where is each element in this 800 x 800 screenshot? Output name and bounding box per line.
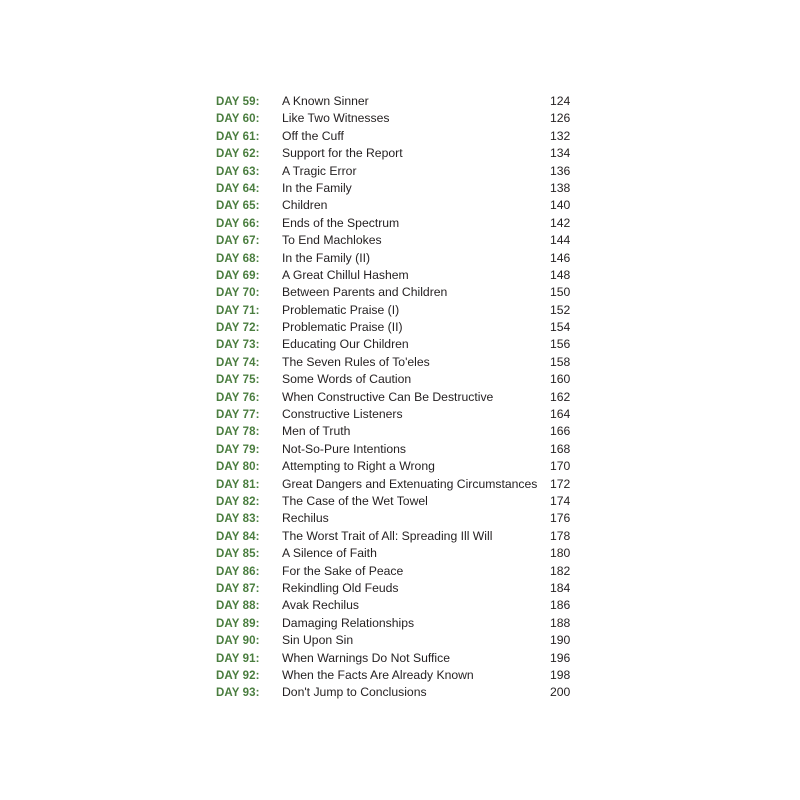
toc-entry[interactable]	[216, 354, 584, 371]
toc-entry-day: DAY 83:	[216, 513, 260, 526]
toc-entry[interactable]	[216, 163, 584, 180]
toc-entry-day: DAY 62:	[216, 148, 260, 161]
toc-entry-title: In the Family	[282, 180, 352, 195]
toc-entry-page-number: 174	[550, 493, 571, 508]
toc-entry-page-number: 132	[550, 128, 571, 143]
toc-entry-day: DAY 92:	[216, 669, 260, 682]
toc-entry-page-number: 160	[550, 372, 571, 387]
toc-entry-page-number: 138	[550, 180, 571, 195]
toc-entry-page-number: 146	[550, 250, 571, 265]
toc-entry-day: DAY 74:	[216, 356, 260, 369]
toc-entry-page-number: 196	[550, 650, 571, 665]
toc-entry[interactable]	[216, 110, 584, 127]
toc-entry-day: DAY 82:	[216, 495, 260, 508]
toc-entry-title: A Silence of Faith	[282, 546, 377, 561]
toc-entry-title: When the Facts Are Already Known	[282, 667, 474, 682]
toc-entry-day: DAY 80:	[216, 461, 260, 474]
toc-entry-title: Don't Jump to Conclusions	[282, 685, 427, 700]
toc-entry-day: DAY 76:	[216, 391, 260, 404]
toc-entry[interactable]	[216, 284, 584, 301]
toc-entry-title: Some Words of Caution	[282, 372, 412, 387]
toc-entry[interactable]	[216, 302, 584, 319]
toc-entry-day: DAY 91:	[216, 652, 260, 665]
toc-entry-title: Men of Truth	[282, 424, 351, 439]
toc-entry-day: DAY 65:	[216, 200, 260, 213]
toc-entry[interactable]	[216, 476, 584, 493]
toc-entry-day: DAY 85:	[216, 548, 260, 561]
toc-entry-page-number: 154	[550, 320, 571, 335]
toc-entry[interactable]	[216, 371, 584, 388]
toc-entry-title: Like Two Witnesses	[282, 111, 390, 126]
toc-entry-day: DAY 73:	[216, 339, 260, 352]
toc-entry-day: DAY 72:	[216, 322, 260, 335]
toc-entry[interactable]	[216, 250, 584, 267]
toc-entry-page-number: 156	[550, 337, 571, 352]
toc-entry-title: Rechilus	[282, 511, 329, 526]
toc-entry[interactable]	[216, 441, 584, 458]
toc-entry[interactable]	[216, 145, 584, 162]
toc-entry[interactable]	[216, 197, 584, 214]
toc-entry-day: DAY 61:	[216, 130, 260, 143]
toc-entry[interactable]	[216, 93, 584, 110]
toc-entry-day: DAY 63:	[216, 165, 260, 178]
toc-entry-page-number: 134	[550, 146, 571, 161]
toc-entry-title: Ends of the Spectrum	[282, 215, 400, 230]
toc-entry-title: Attempting to Right a Wrong	[282, 459, 435, 474]
toc-entry-day: DAY 88:	[216, 600, 260, 613]
toc-entry-page-number: 144	[550, 233, 571, 248]
toc-entry-page-number: 184	[550, 580, 571, 595]
toc-entry-page-number: 162	[550, 389, 571, 404]
toc-entry-page-number: 188	[550, 615, 571, 630]
toc-entry[interactable]	[216, 232, 584, 249]
toc-entry-day: DAY 71:	[216, 304, 260, 317]
toc-entry[interactable]	[216, 580, 584, 597]
toc-entry-day: DAY 70:	[216, 287, 260, 300]
toc-entry-title: A Known Sinner	[282, 94, 369, 108]
toc-entry-day: DAY 66:	[216, 217, 260, 230]
toc-entry[interactable]	[216, 458, 584, 475]
toc-entry[interactable]	[216, 389, 584, 406]
toc-entry-page-number: 150	[550, 285, 571, 300]
toc-entry-day: DAY 89:	[216, 617, 260, 630]
toc-entry[interactable]	[216, 336, 584, 353]
toc-entry-page-number: 170	[550, 459, 571, 474]
toc-entry-day: DAY 86:	[216, 565, 260, 578]
toc-entry-title: The Worst Trait of All: Spreading Ill Will	[282, 528, 493, 543]
toc-entry[interactable]	[216, 563, 584, 580]
toc-entry[interactable]	[216, 545, 584, 562]
toc-entry-page-number: 186	[550, 598, 571, 613]
toc-entry-page-number: 140	[550, 198, 571, 213]
toc-entry-title: Great Dangers and Extenuating Circumstances	[282, 476, 538, 491]
toc-entry-title: Educating Our Children	[282, 337, 409, 352]
toc-entry-page-number: 136	[550, 163, 571, 178]
toc-entry-page-number: 180	[550, 546, 571, 561]
toc-entry-page-number: 148	[550, 267, 571, 282]
toc-entry-title: For the Sake of Peace	[282, 563, 404, 578]
toc-entry-title: A Tragic Error	[282, 163, 357, 178]
toc-entry-title: Avak Rechilus	[282, 598, 359, 613]
toc-entry-page-number: 152	[550, 302, 571, 317]
toc-entry[interactable]	[216, 684, 584, 701]
toc-entry-day: DAY 59:	[216, 96, 260, 108]
toc-entry[interactable]	[216, 615, 584, 632]
toc-entry-title: When Warnings Do Not Suffice	[282, 650, 450, 665]
toc-entry-title: In the Family (II)	[282, 250, 371, 265]
toc-entry-page-number: 164	[550, 407, 571, 422]
toc-entry-page-number: 198	[550, 667, 571, 682]
toc-entry-title: Children	[282, 198, 328, 213]
toc-entry[interactable]	[216, 510, 584, 527]
table-of-contents	[216, 93, 584, 702]
toc-entry[interactable]	[216, 667, 584, 684]
toc-entry-page-number: 168	[550, 441, 571, 456]
toc-entry-day: DAY 75:	[216, 374, 260, 387]
toc-entry-title: The Seven Rules of To'eles	[282, 354, 430, 369]
toc-entry-day: DAY 60:	[216, 113, 260, 126]
toc-entry-day: DAY 78:	[216, 426, 260, 439]
toc-entry[interactable]	[216, 215, 584, 232]
toc-entry-title: Rekindling Old Feuds	[282, 580, 399, 595]
toc-entry-title: Problematic Praise (II)	[282, 320, 403, 335]
toc-entry-page-number: 176	[550, 511, 571, 526]
toc-entry-page-number: 190	[550, 633, 571, 648]
toc-entry[interactable]	[216, 632, 584, 649]
toc-entry-title: Between Parents and Children	[282, 285, 448, 300]
toc-entry-title: Sin Upon Sin	[282, 633, 354, 648]
toc-entry-title: Support for the Report	[282, 146, 403, 161]
toc-entry-title: To End Machlokes	[282, 233, 382, 248]
toc-entry[interactable]	[216, 406, 584, 423]
toc-entry-title: When Constructive Can Be Destructive	[282, 389, 494, 404]
toc-entry[interactable]	[216, 319, 584, 336]
toc-entry-page-number: 124	[550, 94, 571, 108]
toc-entry[interactable]	[216, 528, 584, 545]
toc-entry-page-number: 172	[550, 476, 571, 491]
toc-entry-page-number: 166	[550, 424, 571, 439]
toc-entry-title: Off the Cuff	[282, 128, 344, 143]
toc-entry[interactable]	[216, 650, 584, 667]
toc-entry-page-number: 200	[550, 685, 571, 700]
toc-entry-day: DAY 69:	[216, 269, 260, 282]
toc-entry-title: Problematic Praise (I)	[282, 302, 400, 317]
toc-entry-page-number: 182	[550, 563, 571, 578]
toc-entry-page-number: 126	[550, 111, 571, 126]
toc-entry-page-number: 178	[550, 528, 571, 543]
toc-entry[interactable]	[216, 423, 584, 440]
toc-entry-title: Constructive Listeners	[282, 407, 403, 422]
toc-entry[interactable]	[216, 128, 584, 145]
toc-entry-title: Not-So-Pure Intentions	[282, 441, 406, 456]
toc-entry[interactable]	[216, 493, 584, 510]
toc-entry-day: DAY 67:	[216, 235, 260, 248]
toc-entry-day: DAY 84:	[216, 530, 260, 543]
toc-entry-day: DAY 90:	[216, 635, 260, 648]
toc-entry-day: DAY 87:	[216, 582, 260, 595]
toc-entry[interactable]	[216, 180, 584, 197]
toc-entry-day: DAY 68:	[216, 252, 260, 265]
toc-entry-day: DAY 77:	[216, 409, 260, 422]
toc-entry-page-number: 142	[550, 215, 571, 230]
toc-entry[interactable]	[216, 267, 584, 284]
toc-entry-day: DAY 93:	[216, 687, 260, 700]
toc-entry-title: A Great Chillul Hashem	[282, 267, 409, 282]
toc-entry-day: DAY 64:	[216, 182, 260, 195]
toc-entry-day: DAY 81:	[216, 478, 260, 491]
toc-entry-day: DAY 79:	[216, 443, 260, 456]
toc-entry-page-number: 158	[550, 354, 571, 369]
toc-entry-title: Damaging Relationships	[282, 615, 415, 630]
toc-entry-title: The Case of the Wet Towel	[282, 493, 428, 508]
toc-entry[interactable]	[216, 597, 584, 614]
